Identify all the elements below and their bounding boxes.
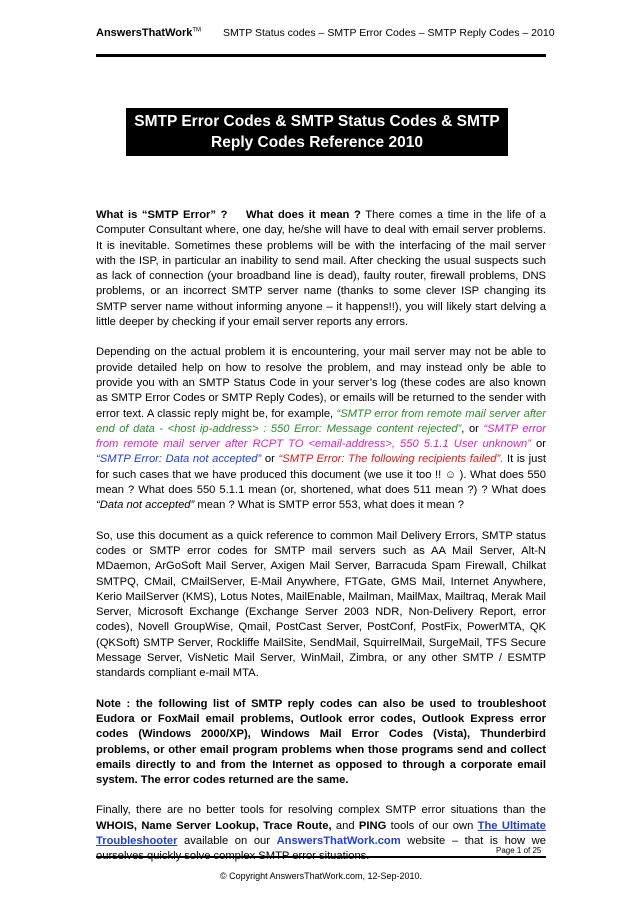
paragraph-intro bbox=[96, 208, 546, 330]
error-example-1: “SMTP error from remote mail server after end of data - <host ip-address> : 550 Error: Message content rejected” bbox=[96, 407, 546, 435]
header-title: SMTP Status codes – SMTP Error Codes – SMTP Reply Codes – 2010 bbox=[223, 27, 555, 39]
text-span: It is just for such cases that we have produced this document (we use it too !! ☺ ). What does 550 mean ? What does 550 5.1.1 mean (or, shortened, what does 511 mean ?) ? What does bbox=[96, 453, 547, 497]
intro-text: There comes a time in the life of a Computer Consultant where, one day, he/she will have to deal with email server problems. It is inevitable. Sometimes these problems will be with the interfacing of the mail server with the ISP, in particular an inability to send mail. After checking the usual suspects such as lack of connection (your broadband line is dead), faulty router, firewall problems, DNS problems, or an incorrect SMTP server name (thanks to some clever ISP changing its SMTP server name without informing anyone – it happens!!), you will likely start delving a little deeper by checking if your email server reports any errors. bbox=[96, 209, 546, 329]
quoted-phrase: “Data not accepted” bbox=[96, 499, 195, 512]
text-span: and bbox=[331, 819, 359, 832]
paragraph-examples bbox=[96, 345, 546, 513]
ping-tool: PING bbox=[358, 819, 387, 832]
website-name: AnswersThatWork.com bbox=[276, 834, 401, 847]
copyright-notice: © Copyright AnswersThatWork.com, 12-Sep-2010. bbox=[219, 871, 423, 881]
text-span: or bbox=[530, 438, 546, 451]
text-span: website – that is how we bbox=[407, 834, 546, 847]
question-2: What does it mean ? bbox=[245, 209, 361, 221]
paragraph-servers: So, use this document as a quick reference to common Mail Delivery Errors, SMTP status codes or SMTP error codes for SMTP mail servers such as AA Mail Server, Alt-N MDaemon, ArGoSoft Mail Server, Axigen Mail Server, Barracuda Spam Firewall, Chilkat SMTPQ, CMail, CMailServer, E-Mail Anywhere, FTGate, GMS Mail, Internet Anywhere, Kerio MailServer (KMS), Lotus Notes, MailEnable, Mailman, MailMax, Mailtraq, Merak Mail Server, Microsoft Exchange (Exchange Server 2003 NDR, Non-Delivery Report, error codes), Novell GroupWise, Qmail, PostCast Server, PostConf, PostFix, PowerMTA, QK (QKSoft) SMTP Server, Rockliffe MailSite, SendMail, SquirrelMail, SurgeMail, TFS Secure Message Server, VisNetic Mail Server, WinMail, Zimbra, or any other SMTP / ESMTP standards compliant e-mail MTA. bbox=[96, 529, 546, 680]
text-span: , or bbox=[461, 422, 484, 435]
text-span: Depending on the actual problem it is encountering, your mail server may not be able to provide detailed help on how to resolve the problem, and may instead only be able to provide you with an SMTP Status Code in your server’s log (these codes are also known as SMTP Error Codes or SMTP Reply Codes), or emails will be returned to the sender with error text. A classic reply might be, for example, bbox=[96, 346, 546, 420]
page-header bbox=[96, 27, 555, 39]
document-title bbox=[126, 108, 508, 156]
text-span: available on our bbox=[177, 834, 277, 847]
trademark-mark: TM bbox=[192, 27, 202, 34]
error-example-4: “SMTP Error: The following recipients failed”. bbox=[278, 453, 504, 466]
question-1: What is “SMTP Error” ? bbox=[96, 209, 228, 221]
text-span: tools of our own bbox=[386, 819, 478, 832]
troubleshooter-link[interactable]: The Ultimate Troubleshooter bbox=[96, 819, 547, 847]
paragraph-note: Note : the following list of SMTP reply codes can also be used to troubleshoot Eudora or FoxMail email problems, Outlook error codes, Outlook Express error codes (Windows 2000/XP), Windows Mail Error Codes (Vista), Thunderbird problems, or other email program problems when those programs send and collect emails directly to and from the Internet as opposed to through a corporate email system. The error codes returned are the same. bbox=[96, 697, 546, 787]
title-line-1: SMTP Error Codes & SMTP Status Codes & SMTP bbox=[134, 113, 500, 130]
header-rule bbox=[96, 54, 546, 57]
error-example-2: “SMTP error from remote mail server after RCPT TO <email-address>, 550 5.1.1 User unknown” bbox=[96, 422, 547, 451]
text-span: or bbox=[261, 453, 279, 466]
title-line-2: Reply Codes Reference 2010 bbox=[211, 134, 423, 151]
footer-rule bbox=[96, 856, 546, 858]
error-example-3: “SMTP Error: Data not accepted” bbox=[96, 453, 262, 466]
text-span: Finally, there are no better tools for resolving complex SMTP error situations than the bbox=[96, 804, 546, 817]
brand-name: AnswersThatWork™ bbox=[96, 27, 202, 39]
tools-list: WHOIS, Name Server Lookup, Trace Route, bbox=[96, 819, 332, 832]
document-body bbox=[96, 208, 546, 880]
text-span: mean ? What is SMTP error 553, what does it mean ? bbox=[194, 499, 464, 512]
page-number: Page 1 of 25 bbox=[496, 846, 542, 855]
